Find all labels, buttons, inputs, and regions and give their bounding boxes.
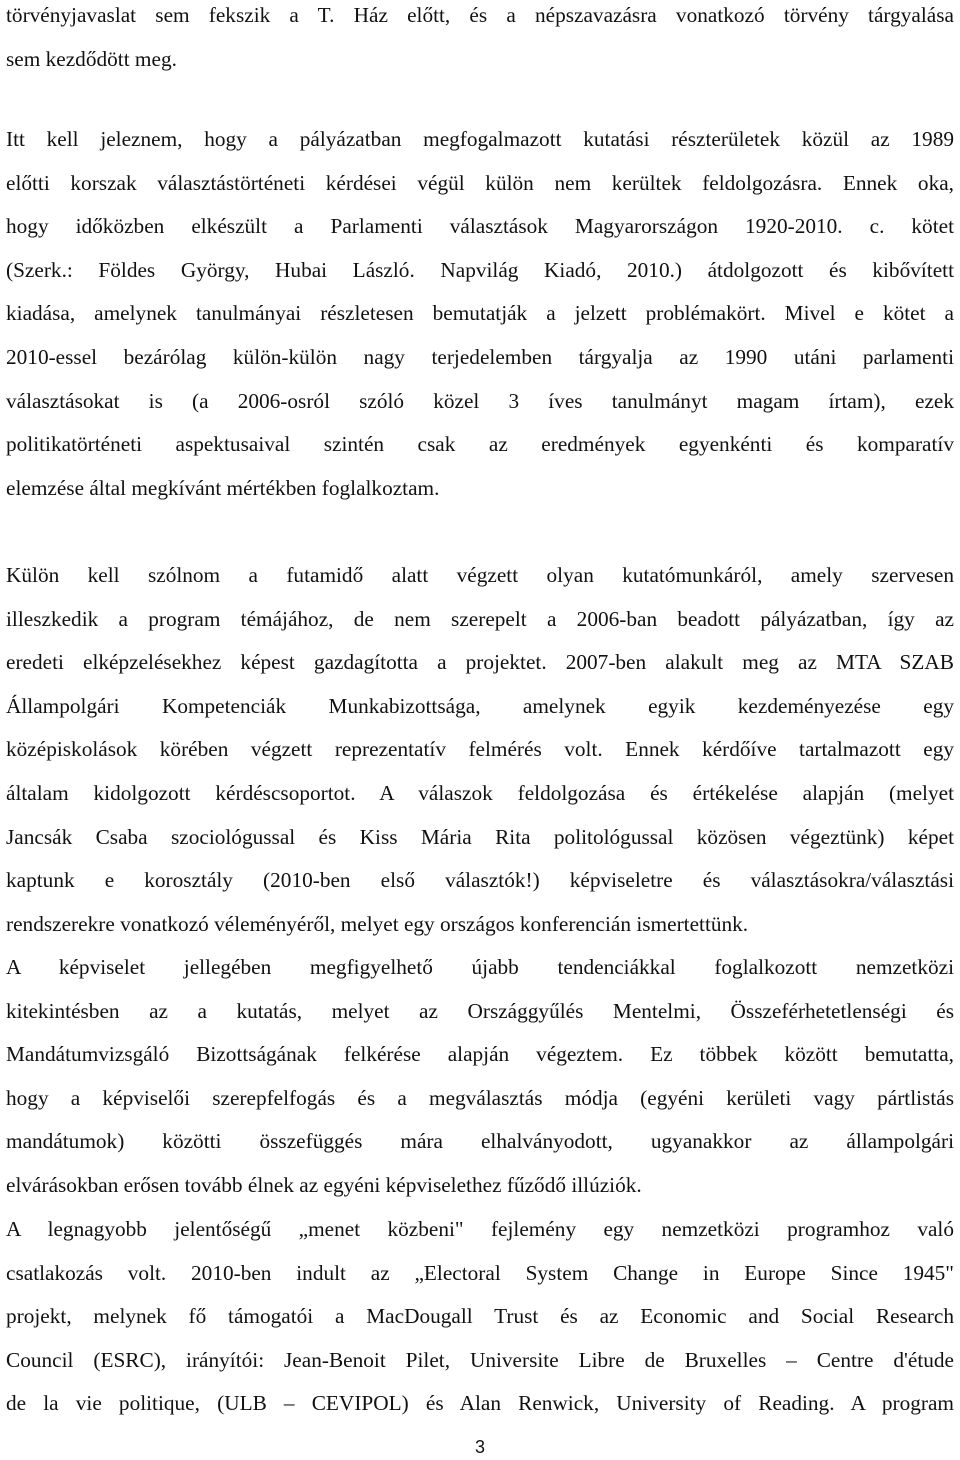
text-line: kitekintésben az a kutatás, melyet az Országgyűlés Mentelmi, Összeférhetetlenségi és — [6, 998, 954, 1023]
document-page — [6, 0, 954, 1460]
text-line: kaptunk e korosztály (2010-ben első választók!) képviseletre és választásokra/választási — [6, 868, 954, 893]
text-line: kiadása, amelynek tanulmányai részletesen bemutatják a jelzett problémakört. Mivel e kötet a — [6, 301, 954, 326]
text-line: Council (ESRC), irányítói: Jean-Benoit Pilet, Universite Libre de Bruxelles – Centre d'étude — [6, 1347, 954, 1372]
text-line: elemzése által megkívánt mértékben foglalkoztam. — [6, 475, 440, 500]
text-line: de la vie politique, (ULB – CEVIPOL) és Alan Renwick, University of Reading. A program — [6, 1391, 954, 1416]
text-line: rendszerekre vonatkozó véleményéről, melyet egy országos konferencián ismertettünk. — [6, 911, 749, 936]
text-line: előtti korszak választástörténeti kérdései végül külön nem kerültek feldolgozásra. Ennek oka, — [6, 170, 954, 195]
paragraph-representation — [6, 946, 954, 1208]
text-line: elvárásokban erősen tovább élnek az egyéni képviselethez fűződő illúziók. — [6, 1172, 642, 1197]
text-line: hogy időközben elkészült a Parlamenti választások Magyarországon 1920-2010. c. kötet — [6, 214, 954, 239]
paragraph-bill-status — [6, 0, 954, 81]
paragraph-research-areas — [6, 118, 954, 510]
text-line: projekt, melynek fő támogatói a MacDougall Trust és az Economic and Social Research — [6, 1304, 954, 1329]
text-line: 2010-essel bezárólag külön-külön nagy terjedelemben tárgyalja az 1990 utáni parlamenti — [6, 344, 954, 369]
text-line: politikatörténeti aspektusaival szintén csak az eredmények egyenkénti és komparatív — [6, 432, 954, 457]
text-line: mandátumok) közötti összefüggés mára elhalványodott, ugyanakkor az állampolgári — [6, 1129, 954, 1154]
text-line: A képviselet jellegében megfigyelhető újabb tendenciákkal foglalkozott nemzetközi — [6, 955, 954, 979]
text-line: eredeti elképzelésekhez képest gazdagította a projektet. 2007-ben alakult meg az MTA SZAB — [6, 650, 954, 675]
text-line: (Szerk.: Földes György, Hubai László. Napvilág Kiadó, 2010.) átdolgozott és kibővített — [6, 257, 954, 282]
text-line: Állampolgári Kompetenciák Munkabizottsága, amelynek egyik kezdeményezése egy — [6, 693, 954, 718]
text-line: csatlakozás volt. 2010-ben indult az „Electoral System Change in Europe Since 1945" — [6, 1260, 954, 1285]
text-line: Itt kell jeleznem, hogy a pályázatban megfogalmazott kutatási részterületek közül az 1989 — [6, 127, 954, 151]
text-line: Jancsák Csaba szociológussal és Kiss Mária Rita politológussal közösen végeztünk) képet — [6, 824, 954, 849]
text-line: középiskolások körében végzett reprezentatív felmérés volt. Ennek kérdőíve tartalmazott egy — [6, 737, 954, 762]
text-line: A legnagyobb jelentőségű „menet közbeni" fejlemény egy nemzetközi programhoz való — [6, 1217, 954, 1241]
text-line: törvényjavaslat sem fekszik a T. Ház előtt, és a népszavazásra vonatkozó törvény tárgyalása — [6, 3, 954, 27]
text-line: Mandátumvizsgáló Bizottságának felkérése alapján végeztem. Ez többek között bemutatta, — [6, 1042, 954, 1067]
page-number: 3 — [474, 1437, 485, 1457]
text-line: Külön kell szólnom a futamidő alatt végzett olyan kutatómunkáról, amely szervesen — [6, 563, 954, 587]
paragraph-additional-research — [6, 554, 954, 946]
text-line: illeszkedik a program témájához, de nem szerepelt a 2006-ban beadott pályázatban, így az — [6, 606, 954, 631]
text-line: sem kezdődött meg. — [6, 46, 177, 71]
text-line: választásokat is (a 2006-osról szóló közel 3 íves tanulmányt magam írtam), ezek — [6, 388, 954, 413]
paragraph-international-program — [6, 1208, 954, 1426]
text-line: általam kidolgozott kérdéscsoportot. A válaszok feldolgozása és értékelése alapján (melyet — [6, 780, 954, 805]
text-line: hogy a képviselői szerepfelfogás és a megválasztás módja (egyéni kerületi vagy pártlistás — [6, 1085, 954, 1110]
